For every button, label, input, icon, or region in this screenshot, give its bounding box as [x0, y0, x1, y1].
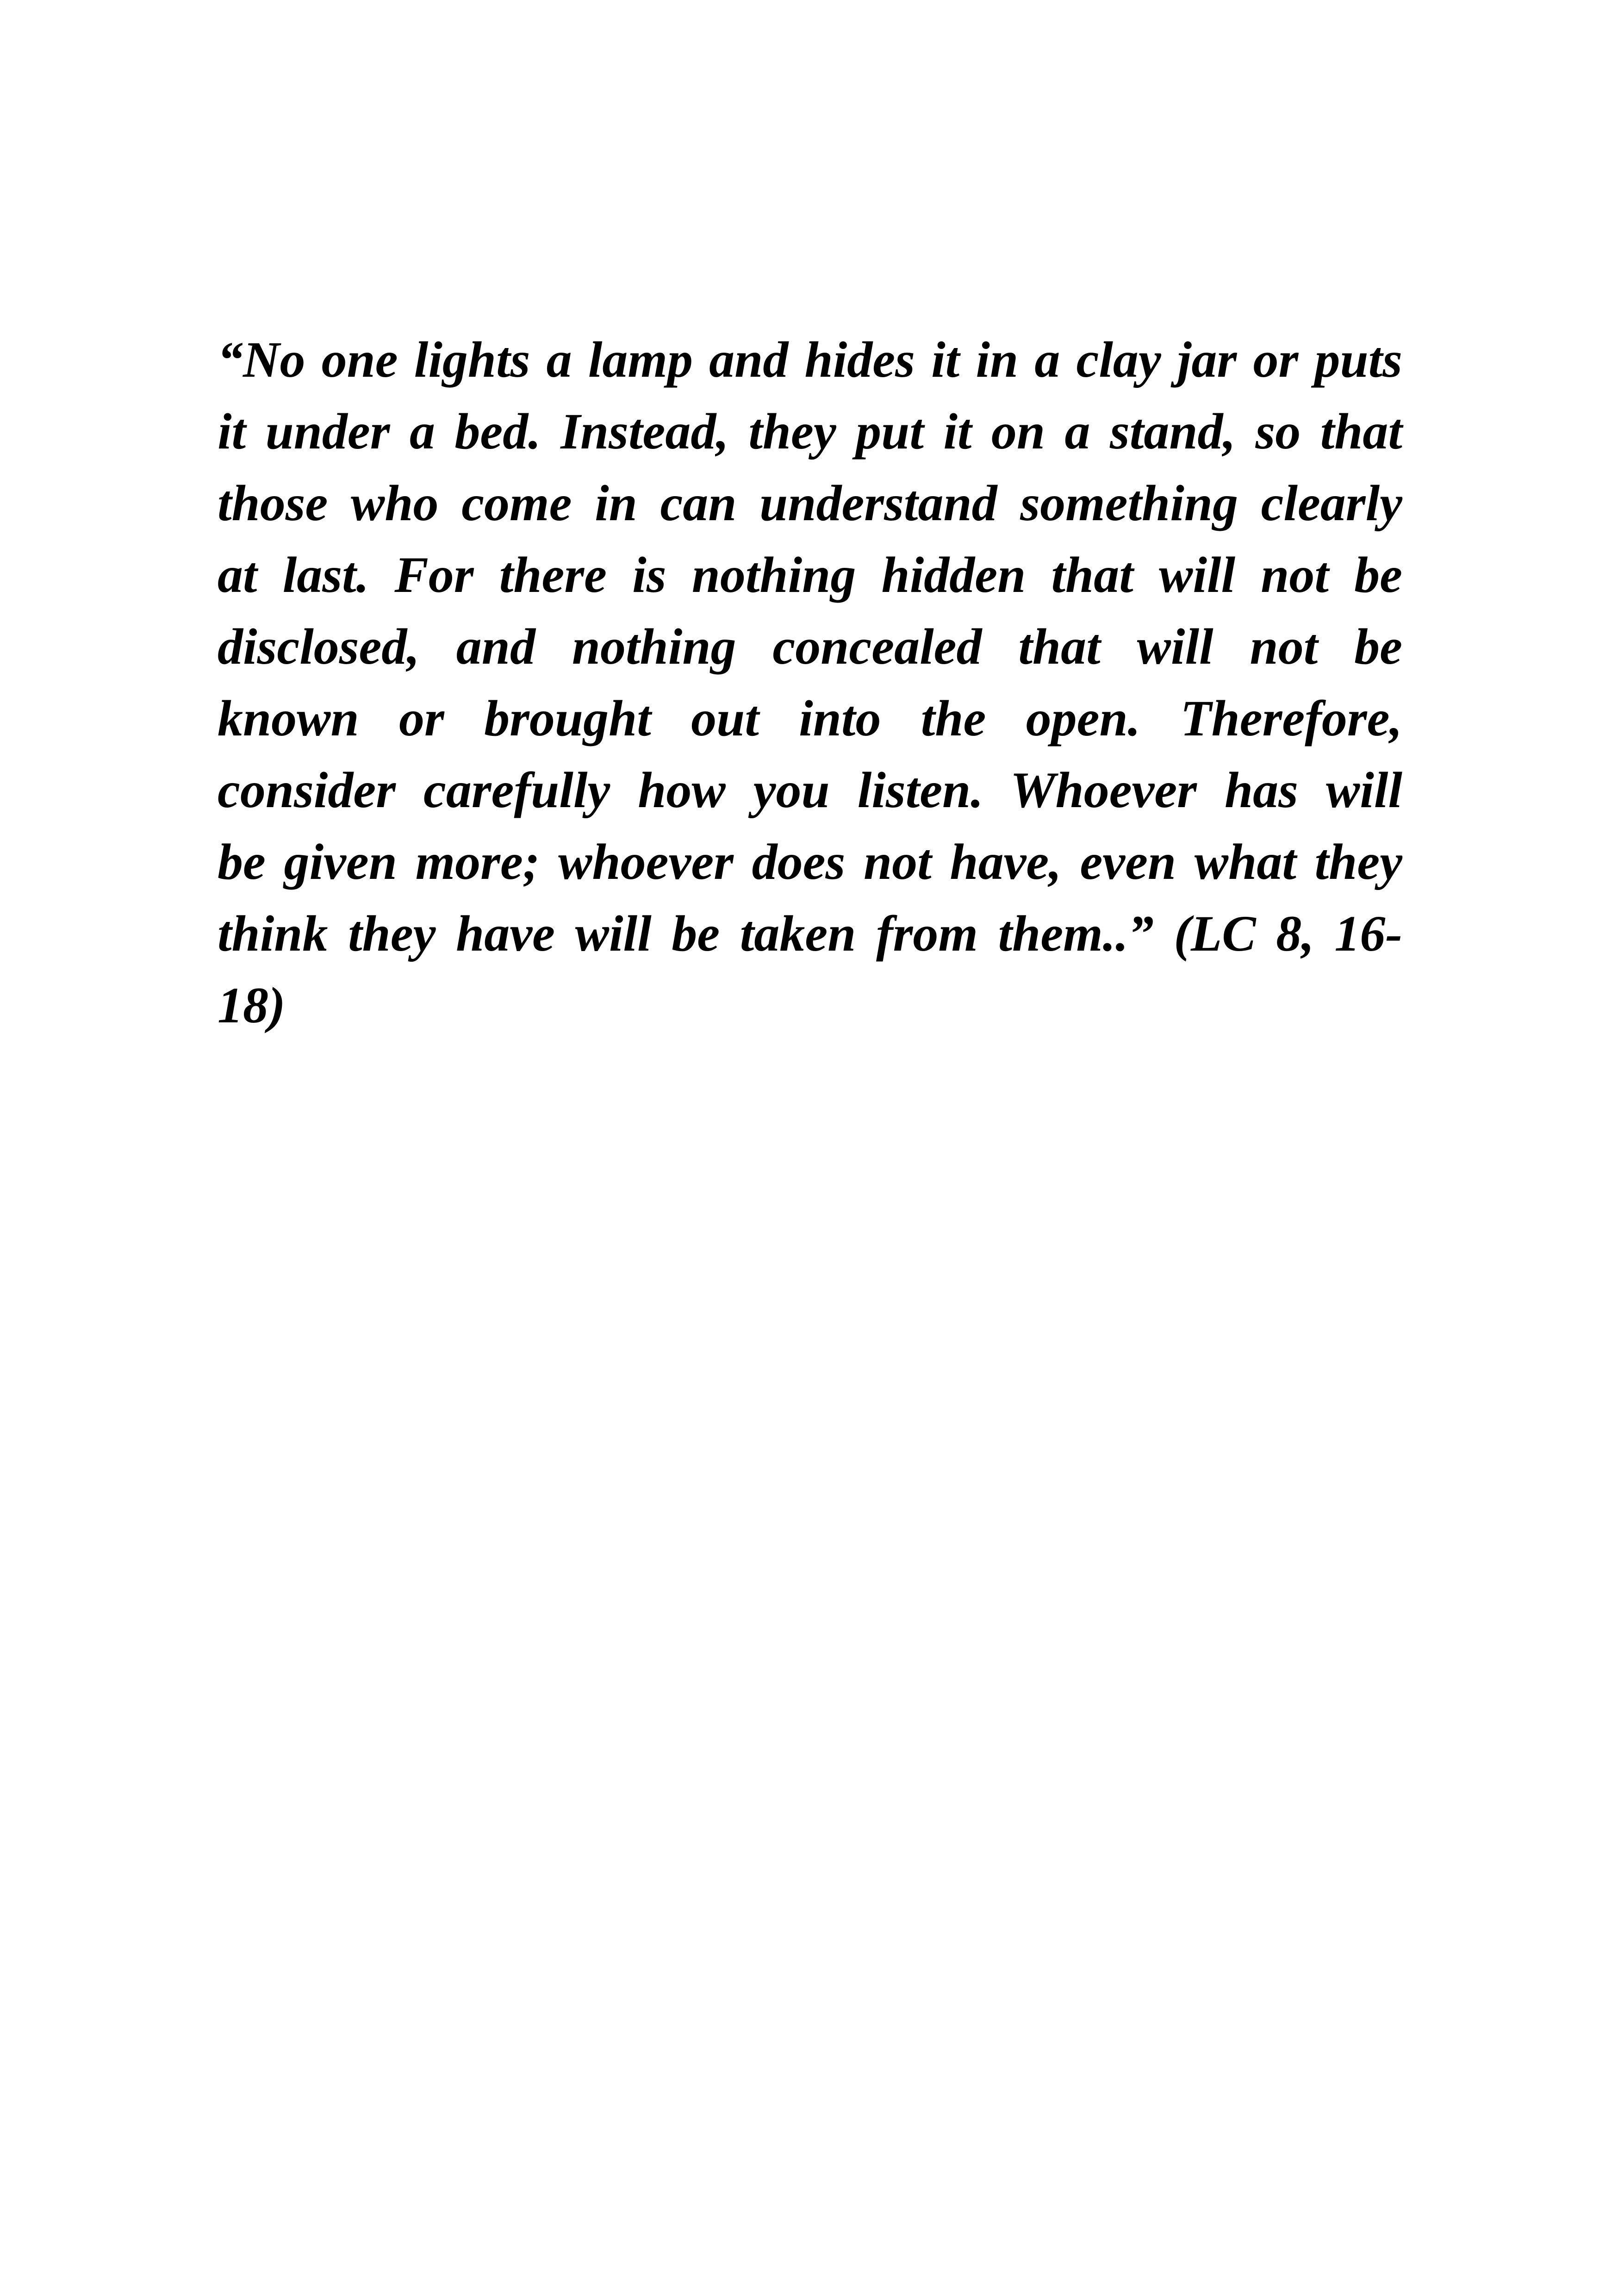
quote-line-6: known or brought out into the open. Therefore, [218, 690, 1402, 747]
quote-line-1: “No one lights a lamp and hides it in a clay jar or puts [218, 331, 1402, 388]
quote-line-9: think they have will be taken from them..” (LC 8, 16- [218, 905, 1402, 962]
quote-line-3: those who come in can understand something clearly [218, 475, 1402, 531]
quote-paragraph [218, 324, 1402, 1041]
quote-line-2: it under a bed. Instead, they put it on a stand, so that [218, 403, 1402, 460]
quote-line-8: be given more; whoever does not have, even what they [218, 834, 1402, 890]
quote-line-5: disclosed, and nothing concealed that will not be [218, 618, 1402, 675]
quote-line-4: at last. For there is nothing hidden that will not be [218, 547, 1402, 603]
quote-line-10: 18) [218, 977, 286, 1033]
quote-line-7: consider carefully how you listen. Whoever has will [218, 762, 1402, 818]
